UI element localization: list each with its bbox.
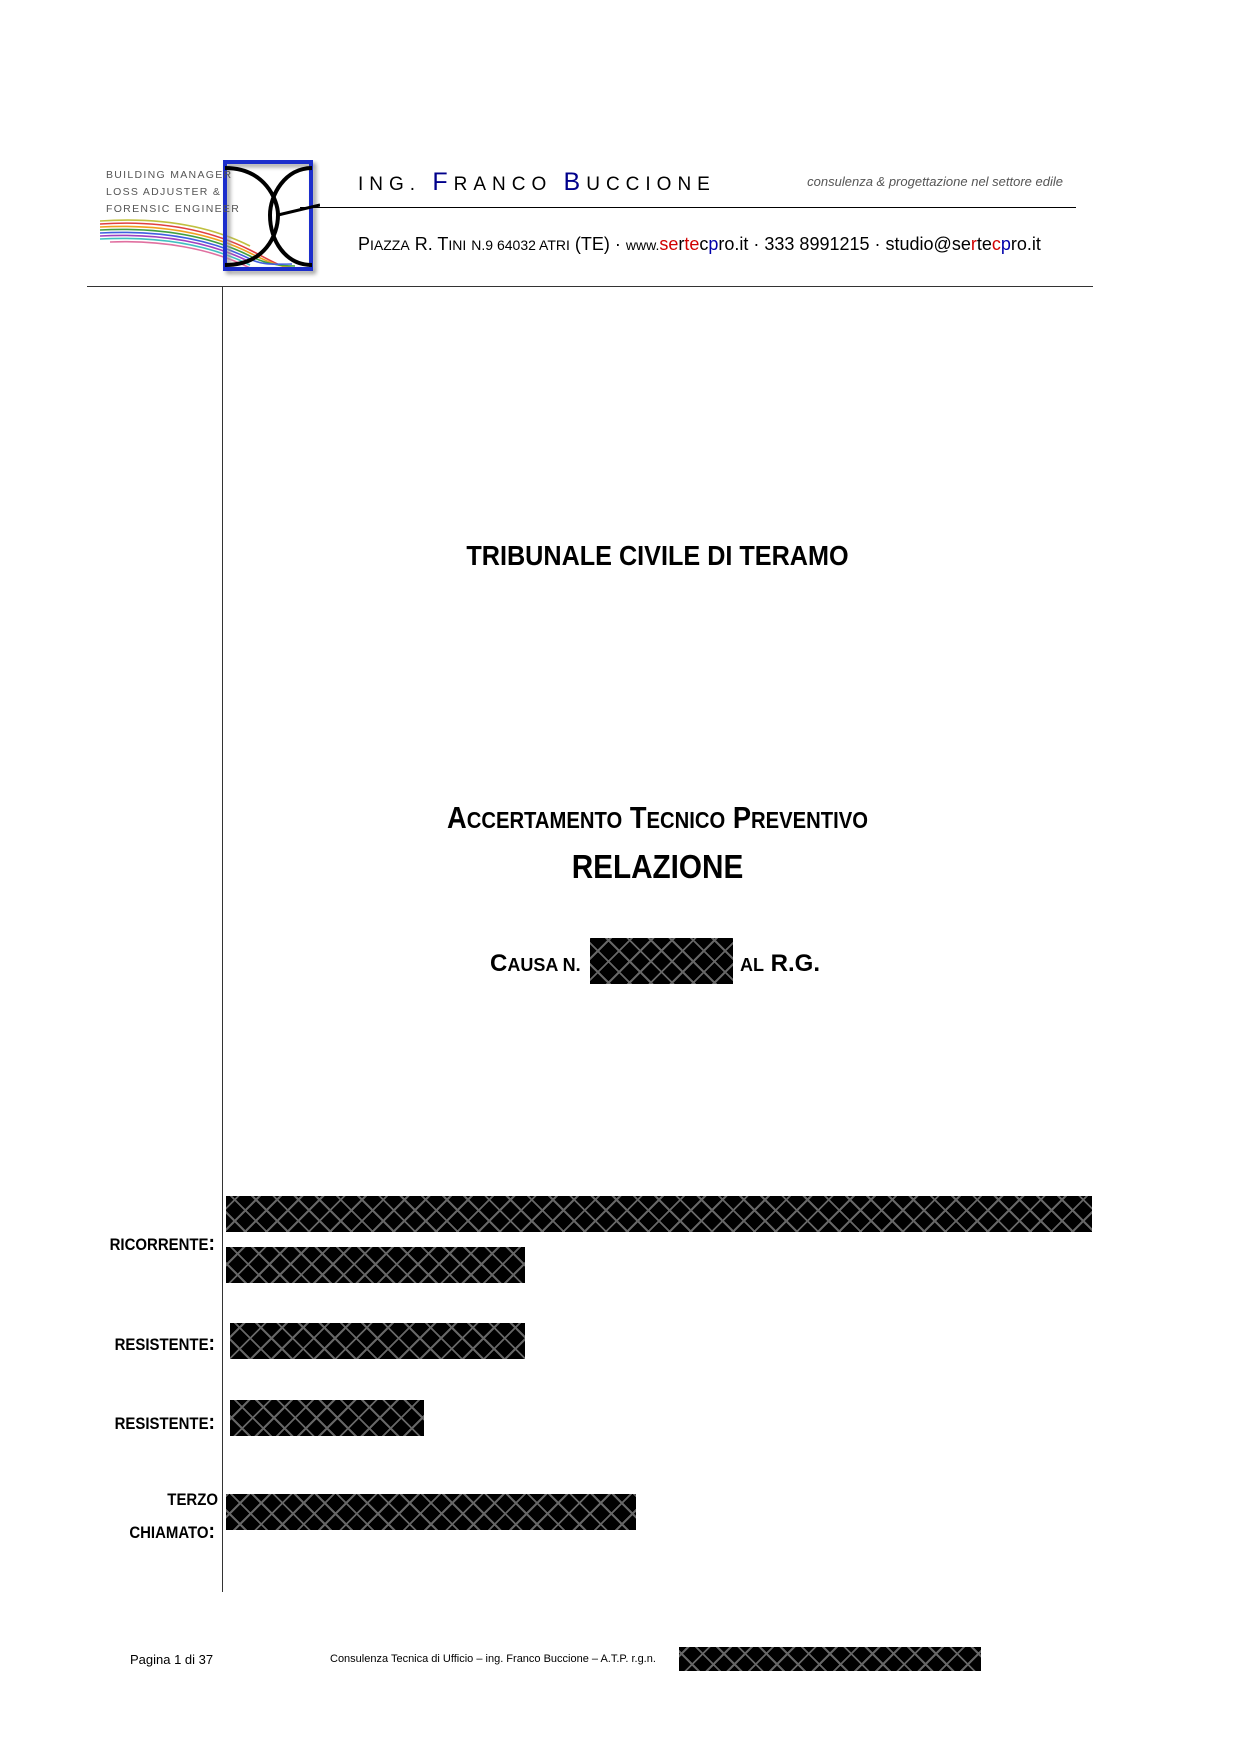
footer-text: Consulenza Tecnica di Ufficio – ing. Franco Buccione – A.T.P. r.g.n. [330, 1653, 656, 1665]
colon: : [208, 1518, 215, 1543]
colon: : [208, 1409, 215, 1434]
resistente-1-redaction [230, 1323, 525, 1359]
side-line-3: FORENSIC ENGINEER [106, 203, 241, 215]
atp-part: T [629, 800, 647, 835]
email-link[interactable]: studio@ [885, 234, 952, 254]
phone-number: · 333 8991215 · [748, 234, 886, 254]
ricorrente-redaction-2 [226, 1247, 525, 1283]
party-label: RESISTENTE [114, 1335, 209, 1354]
address-part: IAZZA [370, 237, 410, 253]
footer-redaction [679, 1647, 981, 1671]
party-label: RESISTENTE [114, 1414, 209, 1433]
header-rule [87, 286, 1093, 287]
causa-part: AUSA N. [507, 955, 581, 975]
party-label: CHIAMATO [129, 1523, 209, 1542]
first-name: RANCO [453, 174, 553, 195]
causa-part: C [490, 950, 508, 977]
margin-rule [222, 286, 223, 1592]
case-number-redaction [590, 938, 733, 984]
website-part: p [708, 234, 719, 254]
resistente-1-label [79, 1330, 215, 1356]
rg-label: R.G. [770, 950, 821, 977]
side-line-1: BUILDING MANAGER [106, 169, 233, 181]
atp-part: REVENTIVO [751, 807, 868, 833]
website-part: c [699, 234, 709, 254]
logo-tagline [106, 167, 240, 218]
resistente-2-redaction [230, 1400, 424, 1436]
page-number: Pagina 1 di 37 [130, 1652, 214, 1667]
first-initial: F [432, 168, 454, 196]
atp-part: ECNICO [646, 807, 726, 833]
website-part: se [659, 234, 679, 254]
case-register-label [740, 950, 820, 978]
tagline: consulenza & progettazione nel settore edile [807, 174, 1063, 189]
address-part: N.9 64032 A [471, 237, 548, 253]
email-part: se [951, 234, 971, 254]
last-name: UCCIONE [586, 174, 716, 195]
colon: : [208, 1330, 215, 1355]
address-part: P [358, 234, 371, 254]
report-title: RELAZIONE [571, 848, 744, 885]
atp-part: A [447, 800, 467, 835]
atp-part: P [732, 800, 752, 835]
firm-name [358, 168, 716, 197]
ricorrente-redaction [226, 1196, 1092, 1232]
case-number-label [490, 950, 581, 978]
website-link[interactable]: www. [625, 237, 660, 253]
ricorrente-label [79, 1230, 215, 1256]
website-part: r [678, 234, 685, 254]
chiamato-label [79, 1518, 215, 1544]
address-part: (TE) · [574, 234, 626, 254]
address-part: TRI [547, 237, 570, 253]
address-part: R. T [414, 234, 449, 254]
contact-line [358, 234, 1041, 255]
party-label: RICORRENTE [109, 1235, 209, 1254]
court-title: TRIBUNALE CIVILE DI TERAMO [466, 540, 849, 571]
email-part: c [991, 234, 1001, 254]
colon: : [208, 1230, 215, 1255]
website-part: te [684, 234, 700, 254]
email-part: ro.it [1010, 234, 1041, 254]
side-line-2: LOSS ADJUSTER & [106, 186, 222, 198]
email-part: r [970, 234, 977, 254]
atp-part: CCERTAMENTO [466, 807, 623, 833]
procedure-title [274, 800, 1040, 836]
header-divider [300, 207, 1076, 208]
last-initial: B [563, 168, 587, 196]
email-part: p [1000, 234, 1011, 254]
name-prefix: ING. [358, 174, 422, 195]
resistente-2-label [79, 1409, 215, 1435]
terzo-redaction [226, 1494, 636, 1530]
terzo-label: TERZO [167, 1490, 218, 1509]
address-part: INI [448, 237, 467, 253]
al-label: AL [740, 955, 764, 975]
email-part: te [976, 234, 992, 254]
website-part: ro.it [718, 234, 749, 254]
